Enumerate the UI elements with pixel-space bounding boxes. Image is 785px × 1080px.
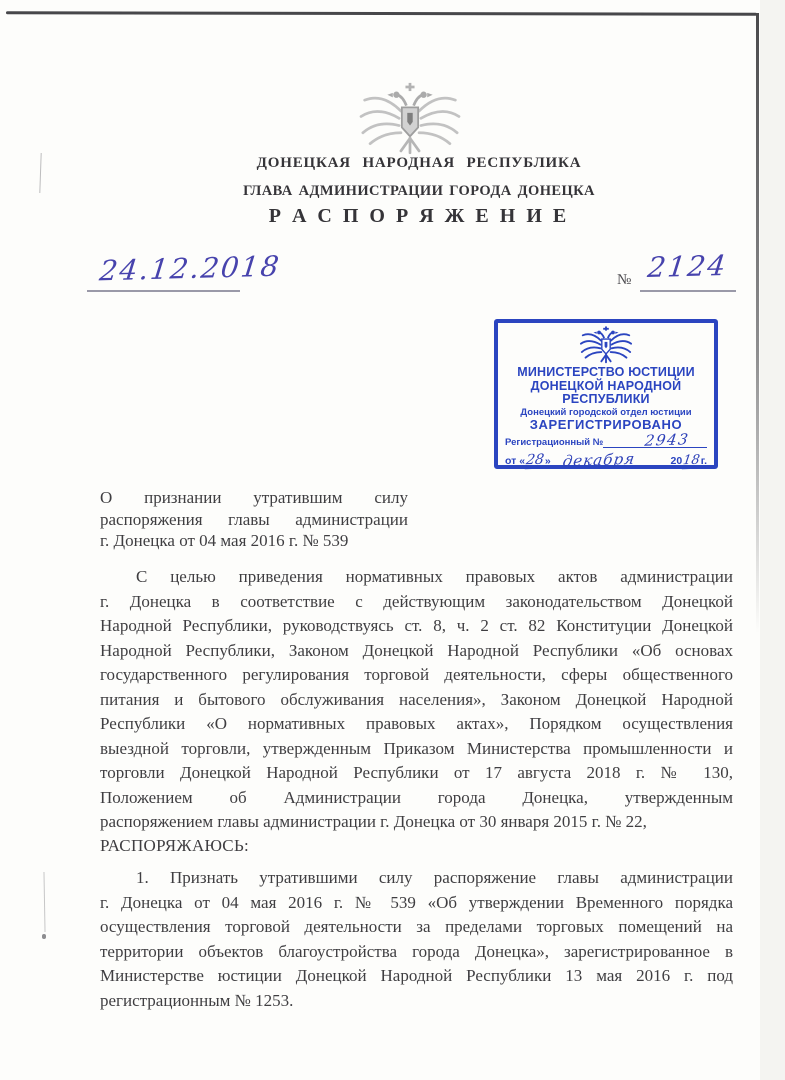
stamp-date-close-quote: » bbox=[544, 454, 551, 467]
subject-line: О признании утратившим силу bbox=[100, 488, 408, 507]
text-line: выездной торговли, утвержденным Приказом Министерства промышленности и bbox=[100, 738, 733, 758]
stamp-date-prefix: от « bbox=[505, 454, 526, 467]
stamp-eagle-icon bbox=[577, 326, 635, 366]
stamp-department-line: Донецкий городской отдел юстиции bbox=[520, 406, 692, 418]
scan-dot-artifact bbox=[42, 934, 46, 939]
text-line: распоряжением главы администрации г. Донецка от 30 января 2015 г. № 22, bbox=[100, 812, 647, 831]
header-republic: ДОНЕЦКАЯ НАРОДНАЯ РЕСПУБЛИКА bbox=[256, 155, 582, 171]
stamp-reg-underline bbox=[603, 429, 707, 450]
scan-hairline-artifact bbox=[43, 872, 45, 932]
text-line: торговли Донецкой Народной Республики от 17 августа 2018 г. № 130, bbox=[100, 763, 733, 782]
resolution-word: РАСПОРЯЖАЮСЬ: bbox=[100, 836, 250, 855]
number-sign-label: № bbox=[617, 272, 632, 288]
stamp-handwritten-year: 18 bbox=[682, 452, 701, 468]
page-top-edge-shadow bbox=[6, 11, 757, 16]
scanner-margin bbox=[760, 0, 785, 1080]
subject-line: распоряжения главы администрации bbox=[100, 509, 408, 529]
text-line: территории объектов благоустройства города Донецка», зарегистрированное в bbox=[100, 941, 733, 961]
coat-of-arms-icon bbox=[354, 82, 466, 160]
date-underline bbox=[87, 290, 240, 292]
text-line: государственного регулирования торговой деятельности, сферы общественного bbox=[100, 665, 733, 684]
handwritten-date: 24.12.2018 bbox=[97, 249, 283, 288]
text-line: Министерстве юстиции Донецкой Народной Республики 13 мая 2016 г. под bbox=[100, 966, 733, 985]
text-line: Республики «О нормативных правовых актах», Порядком осуществления bbox=[100, 714, 733, 733]
double-headed-eagle-icon bbox=[354, 82, 466, 160]
number-underline bbox=[640, 290, 736, 292]
subject-line: г. Донецка от 04 мая 2016 г. № 539 bbox=[100, 531, 349, 550]
stamp-reg-label: Регистрационный № bbox=[505, 436, 604, 448]
stamp-date-row bbox=[505, 449, 707, 470]
text-line: питания и бытового обслуживания населения», Законом Донецкой Народной bbox=[100, 689, 733, 709]
handwritten-number: 2124 bbox=[645, 248, 730, 285]
text-line: осуществления торговой деятельности за пределами торговых помещений на bbox=[100, 917, 733, 936]
text-line: Народной Республики, Законом Донецкой Народной Республики «Об основах bbox=[100, 640, 733, 660]
text-line: г. Донецка от 04 мая 2016 г. № 539 «Об утверждении Временного порядка bbox=[100, 892, 733, 912]
text-line: регистрационным № 1253. bbox=[100, 990, 294, 1010]
text-line: 1. Признать утратившими силу распоряжение главы администрации bbox=[136, 868, 733, 887]
registration-stamp bbox=[494, 319, 718, 469]
text-line: С целью приведения нормативных правовых актов администрации bbox=[136, 567, 733, 586]
stamp-ministry-line1: МИНИСТЕРСТВО ЮСТИЦИИ bbox=[517, 365, 695, 379]
text-line: Положением об Администрации города Донецка, утвержденным bbox=[100, 787, 733, 807]
subject-block bbox=[100, 487, 408, 552]
document-type-title: Р А С П О Р Я Ж Е Н И Е bbox=[268, 205, 570, 227]
item-1-paragraph bbox=[100, 866, 733, 1013]
header-authority: ГЛАВА АДМИНИСТРАЦИИ ГОРОДА ДОНЕЦКА bbox=[243, 183, 595, 199]
stamp-registered-label: ЗАРЕГИСТРИРОВАНО bbox=[529, 416, 683, 432]
stamp-ministry-line3: РЕСПУБЛИКИ bbox=[562, 392, 650, 406]
stamp-handwritten-reg-number: 2943 bbox=[643, 429, 691, 450]
preamble-paragraph bbox=[100, 565, 733, 835]
stamp-registration-number-row bbox=[505, 429, 707, 450]
stamp-date-suffix: г. bbox=[700, 454, 707, 467]
stamp-month-underline bbox=[554, 449, 668, 470]
stamp-year-prefix: 20 bbox=[670, 454, 683, 467]
stamp-handwritten-day: 28 bbox=[524, 451, 546, 468]
page-right-edge-shadow bbox=[756, 13, 759, 633]
stamp-ministry-line2: ДОНЕЦКОЙ НАРОДНОЙ bbox=[530, 378, 682, 393]
scan-hairline-artifact bbox=[39, 153, 41, 193]
text-line: г. Донецка в соответствие с действующим законодательством Донецкой bbox=[100, 591, 733, 611]
text-line: Народной Республики, руководствуясь ст. 8, ч. 2 ст. 82 Конституции Донецкой bbox=[100, 616, 733, 635]
stamp-handwritten-month: декабря bbox=[561, 449, 637, 470]
